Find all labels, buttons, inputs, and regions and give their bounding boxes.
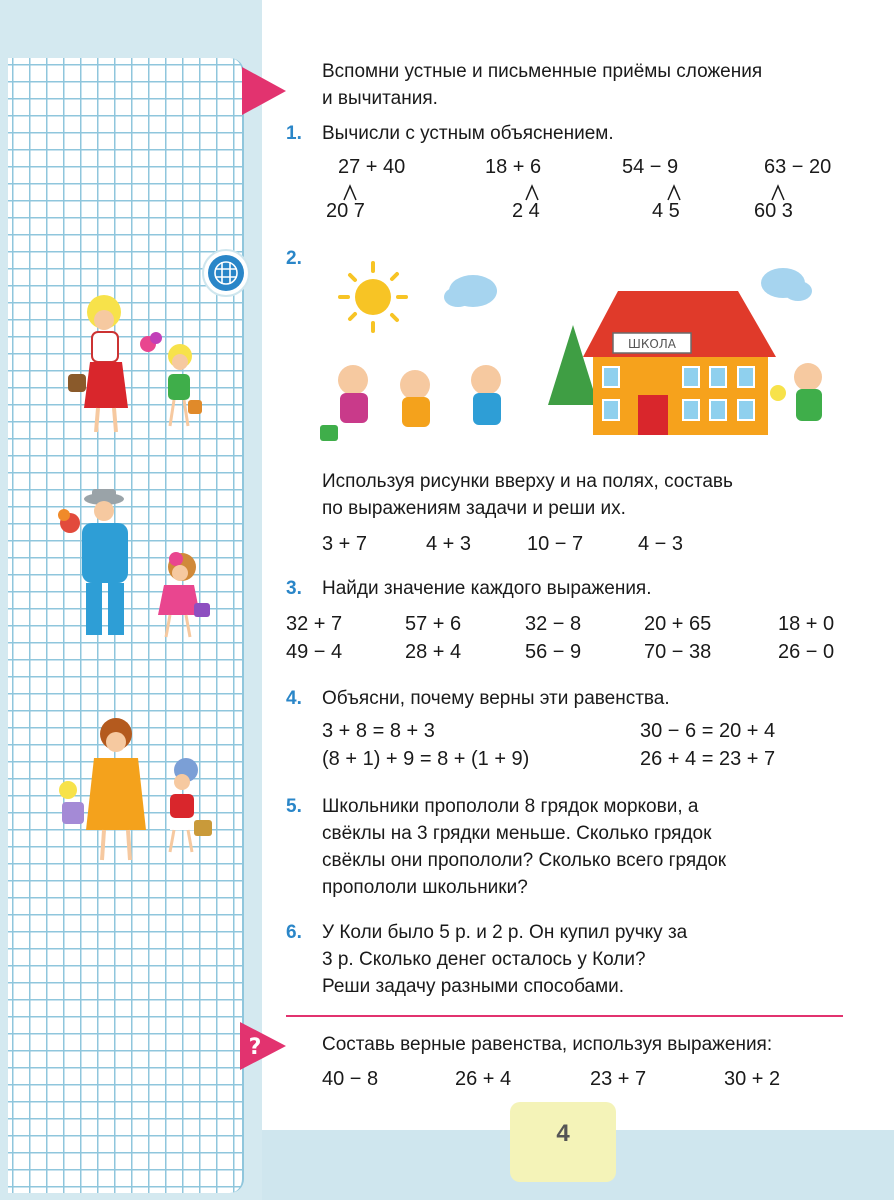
task-1-split-lines: [330, 180, 850, 202]
task-2-line-1: Используя рисунки вверху и на полях, составь: [322, 471, 733, 492]
task-3-number: 3.: [286, 578, 302, 599]
task-4-text: Объясни, почему верны эти равенства.: [322, 688, 670, 709]
task-1-split-4: 60 3: [754, 200, 793, 222]
task-3-r2-4: 70 − 38: [644, 641, 712, 663]
task-3-text: Найди значение каждого выражения.: [322, 578, 652, 599]
task-4-eq-4: 26 + 4 = 23 + 7: [640, 748, 776, 770]
task-6-line-2: 3 р. Сколько денег осталось у Коли?: [322, 949, 646, 970]
task-3-r2-2: 28 + 4: [405, 641, 462, 663]
mother-daughter-illustration: [58, 290, 218, 445]
task-3-r1-5: 18 + 0: [778, 613, 835, 635]
task-2-number: 2.: [286, 248, 302, 269]
task-4-eq-2: (8 + 1) + 9 = 8 + (1 + 9): [322, 748, 530, 770]
task-5-number: 5.: [286, 796, 302, 817]
intro-line-1: Вспомни устные и письменные приёмы сложения: [322, 61, 763, 82]
task-6-line-1: У Коли было 5 р. и 2 р. Он купил ручку за: [322, 922, 688, 943]
task-1-text: Вычисли с устным объяснением.: [322, 123, 614, 144]
task-5-line-1: Школьники пропололи 8 грядок моркови, а: [322, 796, 699, 817]
task-4-eq-1: 3 + 8 = 8 + 3: [322, 720, 435, 742]
task-1-expr-4: 63 − 20: [764, 156, 832, 178]
task-3-r1-4: 20 + 65: [644, 613, 712, 635]
task-1-expr-1: 27 + 40: [338, 156, 406, 178]
school-illustration: [318, 255, 848, 455]
bonus-expr-1: 40 − 8: [322, 1068, 379, 1090]
section-divider: [286, 1015, 843, 1017]
task-5-line-3: свёклы они пропололи? Сколько всего грядок: [322, 850, 727, 871]
question-marker-icon: [240, 1022, 286, 1070]
task-2-expr-1: 3 + 7: [322, 533, 368, 555]
task-1-split-2: 2 4: [512, 200, 540, 222]
task-5-line-2: свёклы на 3 грядки меньше. Сколько грядок: [322, 823, 712, 844]
bonus-expr-4: 30 + 2: [724, 1068, 781, 1090]
page-number: 4: [556, 1120, 570, 1147]
task-2-expr-4: 4 − 3: [638, 533, 684, 555]
task-6-line-3: Реши задачу разными способами.: [322, 976, 625, 997]
task-4-number: 4.: [286, 688, 302, 709]
task-3-r1-2: 57 + 6: [405, 613, 462, 635]
task-5-line-4: пропололи школьники?: [322, 877, 528, 898]
task-6-number: 6.: [286, 922, 302, 943]
intro-line-2: и вычитания.: [322, 88, 438, 109]
task-2-expr-2: 4 + 3: [426, 533, 472, 555]
question-mark: ?: [248, 1035, 262, 1060]
father-daughter-illustration: [52, 485, 222, 655]
task-1-split-3: 4 5: [652, 200, 680, 222]
task-1-split-1: 20 7: [326, 200, 365, 222]
task-4-eq-3: 30 − 6 = 20 + 4: [640, 720, 776, 742]
intro-triangle-marker-icon: [242, 67, 286, 115]
task-1-number: 1.: [286, 123, 302, 144]
bonus-expr-2: 26 + 4: [455, 1068, 512, 1090]
task-3-r2-5: 26 − 0: [778, 641, 835, 663]
task-1-expr-3: 54 − 9: [622, 156, 679, 178]
school-sign: ШКОЛА: [627, 337, 677, 351]
bonus-expr-3: 23 + 7: [590, 1068, 647, 1090]
bonus-text: Составь верные равенства, используя выражения:: [322, 1034, 773, 1055]
task-3-r2-1: 49 − 4: [286, 641, 343, 663]
mother-son-illustration: [54, 712, 224, 877]
task-3-r1-1: 32 + 7: [286, 613, 343, 635]
task-2-line-2: по выражениям задачи и реши их.: [322, 498, 626, 519]
task-2-expr-3: 10 − 7: [527, 533, 584, 555]
task-1-expr-2: 18 + 6: [485, 156, 542, 178]
task-3-r1-3: 32 − 8: [525, 613, 582, 635]
task-3-r2-3: 56 − 9: [525, 641, 582, 663]
